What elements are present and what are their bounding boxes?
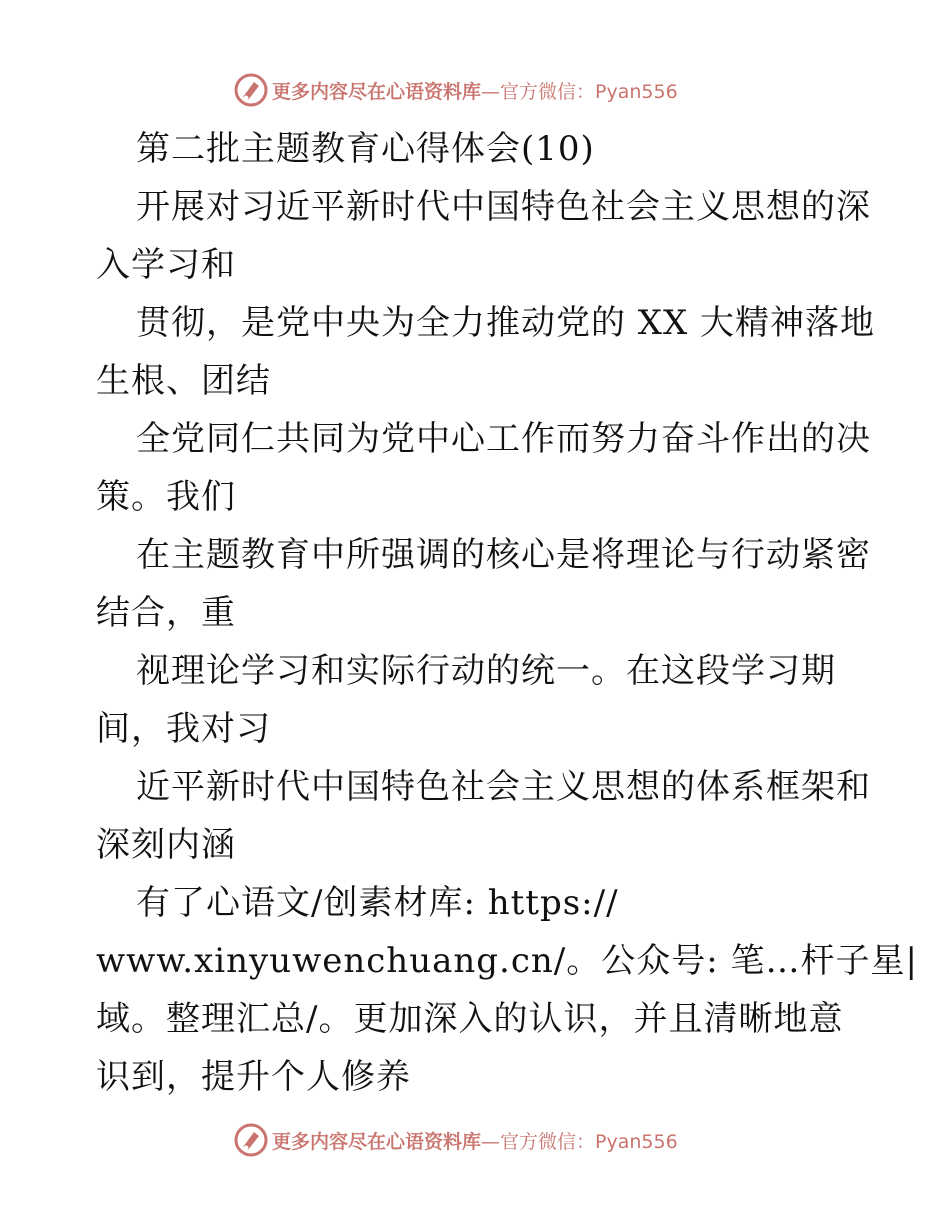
text-line: 入学习和 <box>96 245 236 285</box>
text-line: 策。我们 <box>96 477 236 517</box>
banner-main-text: 更多内容尽在心语资料库 <box>272 1130 482 1153</box>
text-line: 近平新时代中国特色社会主义思想的体系框架和 <box>136 767 871 807</box>
text-line: 在主题教育中所强调的核心是将理论与行动紧密 <box>136 535 871 575</box>
banner-main-text: 更多内容尽在心语资料库 <box>272 80 482 103</box>
text-line: 识到，提升个人修养 <box>96 1057 411 1097</box>
text-line: 视理论学习和实际行动的统一。在这段学习期 <box>136 651 836 691</box>
text-line: 域。整理汇总/。更加深入的认识，并且清晰地意 <box>96 999 844 1039</box>
header-banner <box>234 72 678 108</box>
banner-sub-text: —官方微信：Pyan556 <box>481 80 678 103</box>
text-line: 全党同仁共同为党中心工作而努力奋斗作出的决 <box>136 419 871 459</box>
doc-title: 第二批主题教育心得体会(10) <box>136 129 595 169</box>
text-line: 结合，重 <box>96 593 236 633</box>
banner-sub-text: —官方微信：Pyan556 <box>481 1130 678 1153</box>
text-line: www.xinyuwenchuang.cn/。公众号: 笔…杆子星| <box>96 941 918 981</box>
brand-logo-icon <box>234 1123 268 1157</box>
text-line: 有了心语文/创素材库: https:// <box>136 883 619 923</box>
text-line: 间，我对习 <box>96 709 271 749</box>
text-line: 贯彻，是党中央为全力推动党的 XX 大精神落地 <box>136 303 876 343</box>
text-line: 开展对习近平新时代中国特色社会主义思想的深 <box>136 187 871 227</box>
brand-logo-icon <box>234 73 268 107</box>
text-line: 生根、团结 <box>96 361 271 401</box>
footer-banner <box>234 1122 678 1158</box>
text-line: 深刻内涵 <box>96 825 236 865</box>
document-body <box>96 120 918 1106</box>
